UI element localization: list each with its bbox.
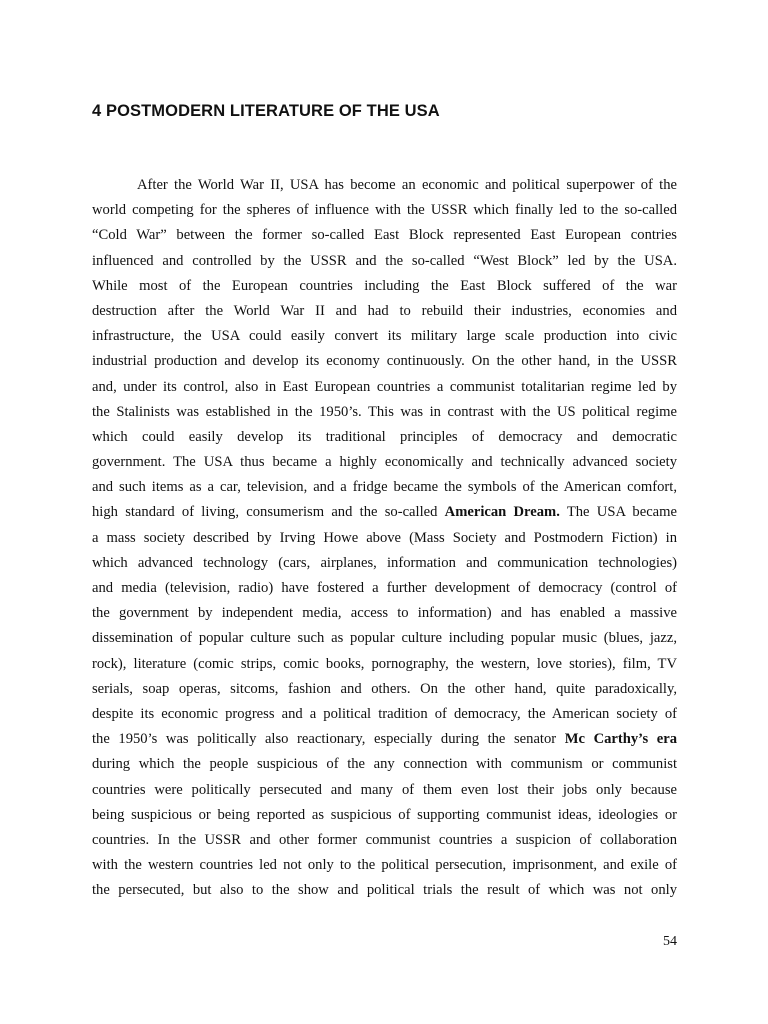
paragraph-line: industrial production and develop its economy continuously. On the other hand, in the USSR	[92, 353, 677, 370]
paragraph-line: the persecuted, but also to the show and political trials the result of which was not only	[92, 882, 677, 899]
paragraph-line: the Stalinists was established in the 1950’s. This was in contrast with the US political regime	[92, 403, 677, 420]
paragraph-line: countries. In the USSR and other former communist countries a suspicion of collaboration	[92, 831, 677, 848]
chapter-heading: 4 POSTMODERN LITERATURE OF THE USA	[92, 102, 440, 120]
paragraph-line: rock), literature (comic strips, comic books, pornography, the western, love stories), film, TV	[92, 655, 677, 672]
line-text: the 1950’s was politically also reactionary, especially during the senator	[92, 731, 565, 748]
paragraph-line: being suspicious or being reported as suspicious of supporting communist ideas, ideologies or	[92, 806, 677, 823]
paragraph-line: and media (television, radio) have fostered a further development of democracy (control of	[92, 580, 677, 596]
paragraph-line: during which the people suspicious of the any connection with communism or communist	[92, 756, 677, 773]
paragraph-line: and, under its control, also in East European countries a communist totalitarian regime led by	[92, 378, 677, 395]
paragraph-line: with the western countries led not only to the political persecution, imprisonment, and exile of	[92, 857, 677, 874]
paragraph-line: and such items as a car, television, and a fridge became the symbols of the American comfort,	[92, 479, 677, 496]
line-text: The USA became	[559, 504, 677, 521]
paragraph-line: despite its economic progress and a political tradition of democracy, the American society of	[92, 705, 677, 722]
paragraph-line: which advanced technology (cars, airplanes, information and communication technologies)	[92, 554, 677, 571]
paragraph-line	[92, 500, 677, 525]
body-paragraph	[92, 173, 677, 903]
paragraph-line: the government by independent media, access to information) and has enabled a massive	[92, 605, 677, 622]
paragraph-line: influenced and controlled by the USSR and the so-called “West Block” led by the USA.	[92, 252, 677, 269]
paragraph-line: serials, soap operas, sitcoms, fashion and others. On the other hand, quite paradoxically,	[92, 680, 677, 697]
paragraph-line	[92, 727, 677, 752]
paragraph-line: destruction after the World War II and had to rebuild their industries, economies and	[92, 302, 677, 319]
line-text: high standard of living, consumerism and the so-called	[92, 504, 445, 521]
paragraph-line: dissemination of popular culture such as popular culture including popular music (blues, jazz,	[92, 630, 677, 647]
paragraph-line: infrastructure, the USA could easily convert its military large scale production into civic	[92, 328, 677, 345]
paragraph-line: which could easily develop its traditional principles of democracy and democratic	[92, 428, 677, 445]
paragraph-line: “Cold War” between the former so-called East Block represented East European contries	[92, 227, 677, 244]
paragraph-line: world competing for the spheres of influence with the USSR which finally led to the so-called	[92, 202, 677, 219]
paragraph-line: countries were politically persecuted and many of them even lost their jobs only because	[92, 781, 677, 798]
paragraph-line: a mass society described by Irving Howe above (Mass Society and Postmodern Fiction) in	[92, 529, 677, 546]
paragraph-line: government. The USA thus became a highly economically and technically advanced society	[92, 454, 677, 471]
bold-term-mc-carthys-era: Mc Carthy’s era	[564, 731, 677, 748]
bold-term-american-dream: American Dream.	[444, 504, 560, 521]
paragraph-line: After the World War II, USA has become an economic and political superpower of the	[137, 177, 677, 193]
paragraph-line: While most of the European countries including the East Block suffered of the war	[92, 277, 677, 294]
page-number: 54	[663, 934, 677, 949]
